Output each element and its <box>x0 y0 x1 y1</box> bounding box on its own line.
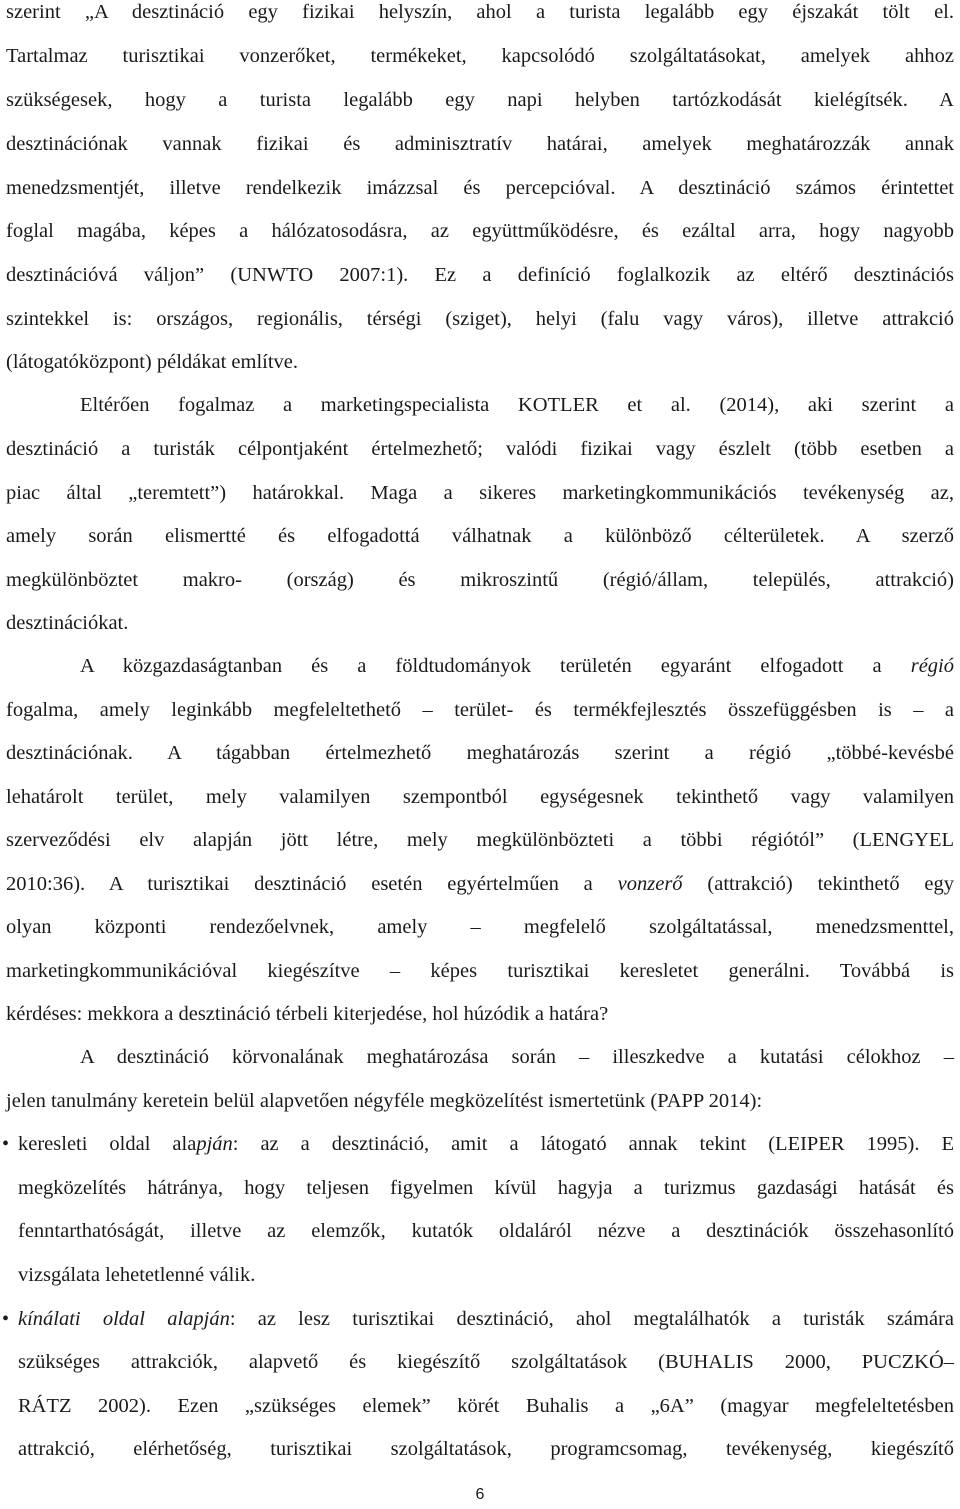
text-line: szerint „A desztináció egy fizikai helyszín, ahol a turista legalább egy éjszakát tölt el. <box>6 1 954 23</box>
text-line: marketingkommunikációval kiegészítve – képes turisztikai keresletet generálni. Továbbá is <box>6 960 954 982</box>
text-line: desztináció a turisták célpontjaként értelmezhető; valódi fizikai vagy észlelt (több esetben a <box>6 438 954 460</box>
text-line: desztinációnak. A tágabban értelmezhető meghatározás szerint a régió „többé-kevésbé <box>6 742 954 764</box>
text-line: (látogatóközpont) példákat említve. <box>6 351 299 373</box>
text-line: jelen tanulmány keretein belül alapvetően négyféle megközelítést ismertetünk (PAPP 2014): <box>6 1090 763 1112</box>
text-line: megkülönböztet makro- (ország) és mikroszintű (régió/állam, település, attrakció) <box>6 569 954 591</box>
list-item-line: attrakció, elérhetőség, turisztikai szolgáltatások, programcsomag, tevékenység, kiegészítő <box>18 1438 954 1460</box>
text-line: desztinációnak vannak fizikai és adminisztratív határai, amelyek meghatározzák annak <box>6 133 954 155</box>
text-line: Tartalmaz turisztikai vonzerőket, termékeket, kapcsolódó szolgáltatásokat, amelyek ahhoz <box>6 45 954 67</box>
text-line: desztinációvá váljon” (UNWTO 2007:1). Ez a definíció foglalkozik az eltérő desztinációs <box>6 264 954 286</box>
text-line: menedzsmentjét, illetve rendelkezik imázzsal és percepcióval. A desztináció számos érintettet <box>6 177 954 199</box>
page-number: 6 <box>475 1486 485 1503</box>
text-line: amely során elismertté és elfogadottá válhatnak a különböző célterületek. A szerző <box>6 525 954 547</box>
list-item-line: kínálati oldal alapján: az lesz turisztikai desztináció, ahol megtalálhatók a turisták számára <box>18 1308 954 1330</box>
text-line: piac által „teremtett”) határokkal. Maga a sikeres marketingkommunikációs tevékenység az, <box>6 482 954 504</box>
text-line: A közgazdaságtanban és a földtudományok területén egyaránt elfogadott a régió <box>80 655 955 677</box>
list-item-line: RÁTZ 2002). Ezen „szükséges elemek” körét Buhalis a „6A” (magyar megfeleltetésben <box>18 1395 954 1417</box>
text-line: desztinációkat. <box>6 612 129 634</box>
list-item-line: megközelítés hátránya, hogy teljesen figyelmen kívül hagyja a turizmus gazdasági hatását és <box>18 1177 954 1199</box>
text-line: kérdéses: mekkora a desztináció térbeli kiterjedése, hol húzódik a határa? <box>6 1003 609 1025</box>
text-line: lehatárolt terület, mely valamilyen szempontból egységesnek tekinthető vagy valamilyen <box>6 786 954 808</box>
text-line: A desztináció körvonalának meghatározása során – illeszkedve a kutatási célokhoz – <box>80 1046 954 1068</box>
bullet-icon: • <box>2 1133 10 1155</box>
text-line: olyan központi rendezőelvnek, amely – megfelelő szolgáltatással, menedzsmenttel, <box>6 916 954 938</box>
bullet-icon: • <box>2 1308 10 1330</box>
text-line: 2010:36). A turisztikai desztináció esetén egyértelműen a vonzerő (attrakció) tekinthető egy <box>6 873 955 895</box>
list-item-line: szükséges attrakciók, alapvető és kiegészítő szolgáltatások (BUHALIS 2000, PUCZKÓ– <box>18 1351 954 1373</box>
list-item-line: vizsgálata lehetetlenné válik. <box>18 1264 256 1286</box>
list-item-line: fenntarthatóságát, illetve az elemzők, kutatók oldaláról nézve a desztinációk összehasonlító <box>18 1220 954 1242</box>
list-item-line: keresleti oldal alapján: az a desztináció, amit a látogató annak tekint (LEIPER 1995). E <box>18 1133 954 1155</box>
text-line: fogalma, amely leginkább megfeleltethető – terület- és termékfejlesztés összefüggésben is – a <box>6 699 954 721</box>
text-line: szerveződési elv alapján jött létre, mely megkülönbözteti a többi régiótól” (LENGYEL <box>6 829 954 851</box>
text-line: foglal magába, képes a hálózatosodásra, az együttműködésre, és ezáltal arra, hogy nagyobb <box>6 220 954 242</box>
text-line: Eltérően fogalmaz a marketingspecialista KOTLER et al. (2014), aki szerint a <box>80 394 954 416</box>
text-line: szintekkel is: országos, regionális, térségi (sziget), helyi (falu vagy város), illetve attrakció <box>6 308 954 330</box>
text-line: szükségesek, hogy a turista legalább egy napi helyben tartózkodását kielégítsék. A <box>6 89 954 111</box>
